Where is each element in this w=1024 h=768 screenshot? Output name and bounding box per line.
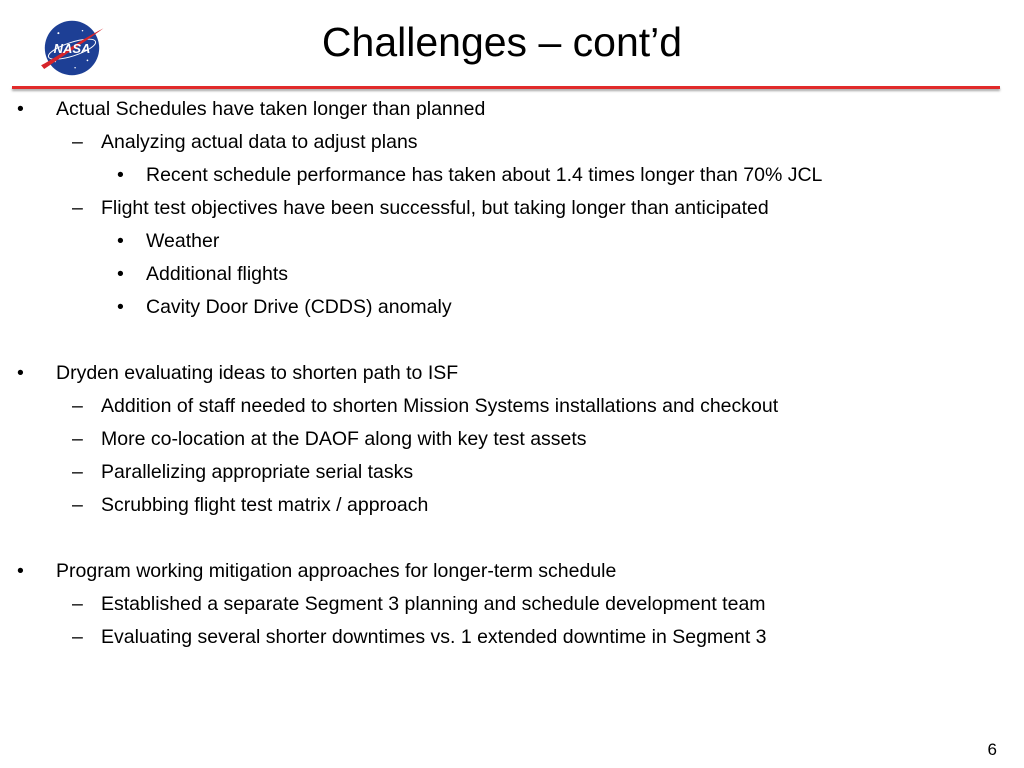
sub-bullet-item	[0, 126, 1024, 159]
bullet-text: Dryden evaluating ideas to shorten path to ISF	[56, 362, 459, 384]
bullet-item	[0, 357, 1024, 390]
sub-bullet-item	[0, 489, 1024, 522]
sub-sub-bullet-text: Weather	[146, 230, 220, 252]
bullet-item	[0, 555, 1024, 588]
dash-marker-icon: –	[72, 494, 83, 516]
dash-marker-icon: –	[72, 461, 83, 483]
bullet-list	[0, 93, 1024, 654]
bullet-dot-icon: •	[17, 98, 24, 120]
sub-sub-bullet-item	[0, 225, 1024, 258]
bullet-dot-icon: •	[117, 164, 124, 186]
page-number: 6	[987, 740, 997, 759]
bullet-dot-icon: •	[117, 230, 124, 252]
sub-sub-bullet-item	[0, 291, 1024, 324]
bullet-dot-icon: •	[117, 296, 124, 318]
dash-marker-icon: –	[72, 428, 83, 450]
sub-bullet-text: More co-location at the DAOF along with key test assets	[101, 428, 587, 450]
sub-bullet-item	[0, 390, 1024, 423]
sub-bullet-text: Addition of staff needed to shorten Mission Systems installations and checkout	[101, 395, 779, 417]
sub-sub-bullet-item	[0, 258, 1024, 291]
spacer	[0, 324, 1024, 357]
sub-sub-bullet-item	[0, 159, 1024, 192]
sub-sub-bullet-text: Recent schedule performance has taken about 1.4 times longer than 70% JCL	[146, 164, 823, 186]
sub-bullet-text: Established a separate Segment 3 planning and schedule development team	[101, 593, 766, 615]
dash-marker-icon: –	[72, 197, 83, 219]
sub-bullet-text: Flight test objectives have been successful, but taking longer than anticipated	[101, 197, 769, 219]
bullet-text: Actual Schedules have taken longer than planned	[56, 98, 486, 120]
bullet-item	[0, 93, 1024, 126]
sub-bullet-text: Scrubbing flight test matrix / approach	[101, 494, 429, 516]
sub-bullet-item	[0, 588, 1024, 621]
bullet-text: Program working mitigation approaches for longer-term schedule	[56, 560, 617, 582]
sub-bullet-text: Parallelizing appropriate serial tasks	[101, 461, 414, 483]
sub-bullet-text: Evaluating several shorter downtimes vs. 1 extended downtime in Segment 3	[101, 626, 767, 648]
sub-bullet-item	[0, 456, 1024, 489]
dash-marker-icon: –	[72, 593, 83, 615]
sub-sub-bullet-text: Additional flights	[146, 263, 289, 285]
slide-title: Challenges – cont’d	[321, 19, 683, 65]
bullet-dot-icon: •	[17, 560, 24, 582]
dash-marker-icon: –	[72, 131, 83, 153]
sub-bullet-item	[0, 621, 1024, 654]
nasa-logo-text: NASA	[53, 40, 91, 56]
sub-sub-bullet-text: Cavity Door Drive (CDDS) anomaly	[146, 296, 452, 318]
dash-marker-icon: –	[72, 395, 83, 417]
spacer	[0, 522, 1024, 555]
bullet-dot-icon: •	[17, 362, 24, 384]
sub-bullet-item	[0, 423, 1024, 456]
bullet-dot-icon: •	[117, 263, 124, 285]
sub-bullet-text: Analyzing actual data to adjust plans	[101, 131, 418, 153]
sub-bullet-item	[0, 192, 1024, 225]
title-divider	[12, 86, 1000, 89]
dash-marker-icon: –	[72, 626, 83, 648]
